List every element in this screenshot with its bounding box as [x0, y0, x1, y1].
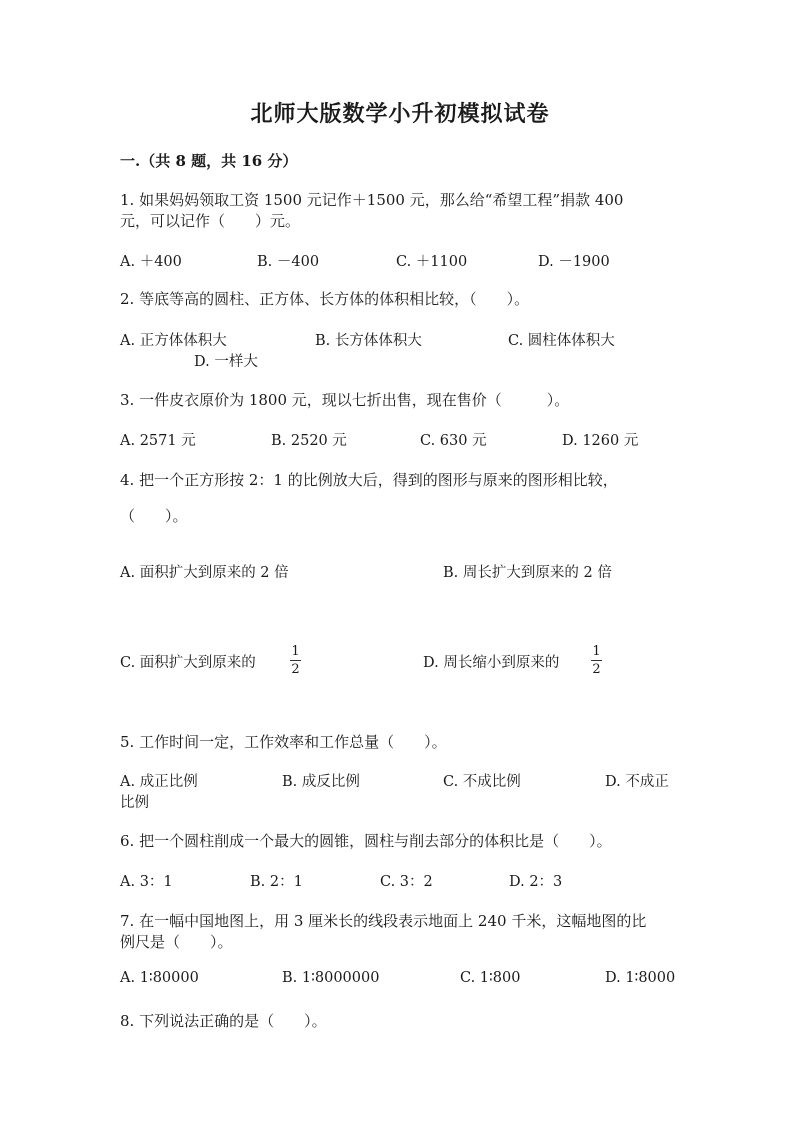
question-7-option-c[interactable]: C. 1∶800 [460, 970, 521, 986]
question-5-option-d-wrap[interactable]: 比例 [120, 795, 149, 811]
question-1-option-d[interactable]: D. －1900 [538, 254, 610, 270]
question-4-option-a[interactable]: A. 面积扩大到原来的 2 倍 [120, 565, 289, 581]
question-6-option-d[interactable]: D. 2：3 [509, 874, 563, 890]
fraction-bar [290, 660, 301, 661]
question-6-option-a[interactable]: A. 3：1 [120, 874, 173, 890]
fraction-numerator: 1 [291, 644, 300, 659]
question-2-option-a[interactable]: A. 正方体体积大 [120, 333, 227, 349]
question-1-line-1: 1. 如果妈妈领取工资 1500 元记作＋1500 元，那么给“希望工程”捐款 400 [120, 191, 624, 209]
question-1-line-2: 元，可以记作（ ）元。 [120, 212, 301, 230]
question-4-option-d[interactable]: D. 周长缩小到原来的 [423, 655, 560, 671]
question-2-option-c[interactable]: C. 圆柱体体积大 [508, 333, 615, 349]
fraction-one-half-d [591, 645, 602, 676]
question-5-option-a[interactable]: A. 成正比例 [120, 774, 198, 790]
fraction-one-half-c [290, 645, 301, 676]
question-1-option-b[interactable]: B. －400 [257, 254, 320, 270]
question-8-line-1: 8. 下列说法正确的是（ ）。 [120, 1012, 327, 1030]
question-4-line-1: 4. 把一个正方形按 2：1 的比例放大后，得到的图形与原来的图形相比较， [120, 471, 618, 489]
question-2-option-b[interactable]: B. 长方体体积大 [315, 333, 422, 349]
question-7-line-2: 例尺是（ ）。 [120, 933, 233, 951]
fraction-denominator: 2 [592, 662, 601, 677]
question-4-option-c[interactable]: C. 面积扩大到原来的 [120, 655, 256, 671]
question-7-option-a[interactable]: A. 1∶80000 [120, 970, 199, 986]
question-7-option-d[interactable]: D. 1∶8000 [605, 970, 676, 986]
question-1-option-a[interactable]: A. ＋400 [120, 254, 182, 270]
section-heading: 一.（共 8 题，共 16 分） [120, 152, 298, 170]
question-5-line-1: 5. 工作时间一定，工作效率和工作总量（ ）。 [120, 733, 447, 751]
question-6-option-c[interactable]: C. 3：2 [380, 874, 433, 890]
page-title: 北师大版数学小升初模拟试卷 [250, 101, 550, 127]
question-4-option-b[interactable]: B. 周长扩大到原来的 2 倍 [443, 565, 612, 581]
fraction-bar [591, 660, 602, 661]
question-3-line-1: 3. 一件皮衣原价为 1800 元，现以七折出售，现在售价（ ）。 [120, 391, 570, 409]
question-3-option-d[interactable]: D. 1260 元 [562, 433, 639, 449]
question-7-line-1: 7. 在一幅中国地图上，用 3 厘米长的线段表示地面上 240 千米，这幅地图的比 [120, 912, 647, 930]
question-6-line-1: 6. 把一个圆柱削成一个最大的圆锥，圆柱与削去部分的体积比是（ ）。 [120, 832, 612, 850]
question-1-option-c[interactable]: C. ＋1100 [396, 254, 468, 270]
question-3-option-c[interactable]: C. 630 元 [420, 433, 487, 449]
question-7-option-b[interactable]: B. 1∶8000000 [282, 970, 380, 986]
question-5-option-b[interactable]: B. 成反比例 [282, 774, 360, 790]
question-6-option-b[interactable]: B. 2：1 [250, 874, 303, 890]
question-2-option-d[interactable]: D. 一样大 [194, 354, 258, 370]
question-5-option-d[interactable]: D. 不成正 [605, 774, 669, 790]
question-5-option-c[interactable]: C. 不成比例 [443, 774, 521, 790]
fraction-denominator: 2 [291, 662, 300, 677]
question-3-option-a[interactable]: A. 2571 元 [120, 433, 196, 449]
question-3-option-b[interactable]: B. 2520 元 [271, 433, 347, 449]
question-2-line-1: 2. 等底等高的圆柱、正方体、长方体的体积相比较，（ ）。 [120, 290, 530, 308]
fraction-numerator: 1 [592, 644, 601, 659]
question-4-line-2: （ ）。 [120, 507, 188, 525]
